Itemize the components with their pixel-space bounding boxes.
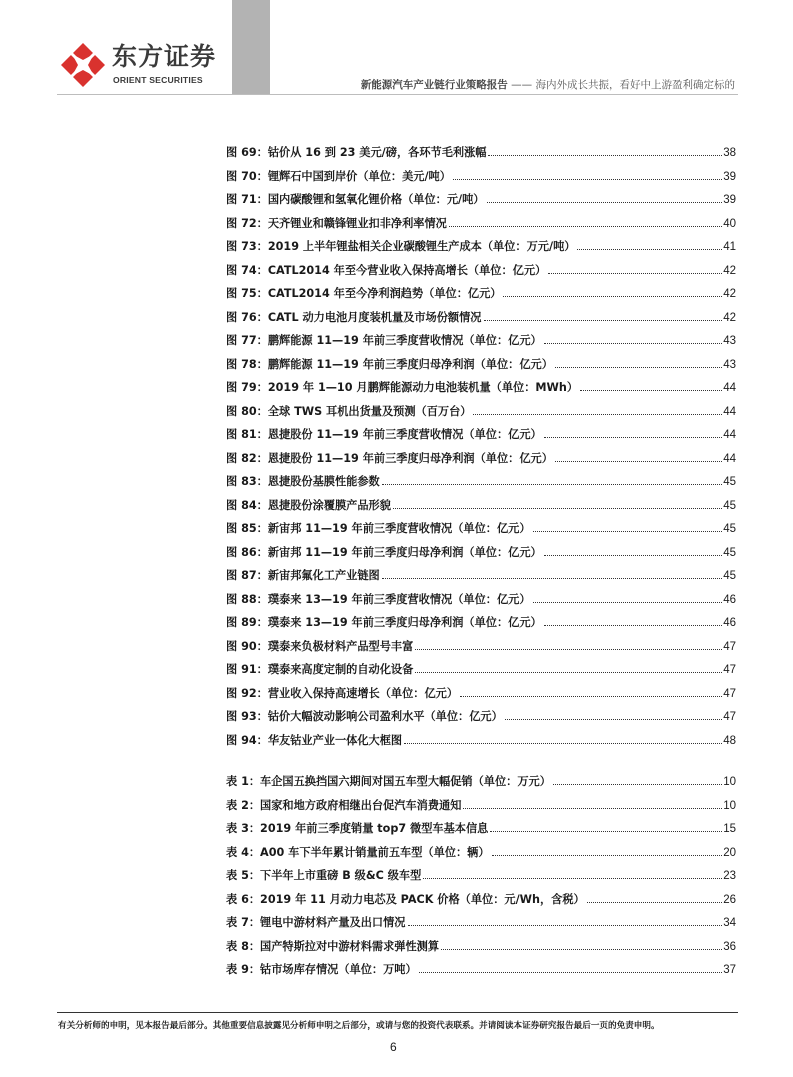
header-divider — [57, 94, 738, 95]
toc-leader-dots — [533, 601, 723, 603]
toc-entry-label: 表 8：国产特斯拉对中游材料需求弹性测算 — [226, 939, 440, 953]
toc-entry-label: 表 6：2019 年 11 月动力电芯及 PACK 价格（单位：元/Wh，含税） — [226, 892, 585, 906]
toc-entry-page: 40 — [723, 217, 736, 230]
toc-leader-dots — [449, 225, 722, 227]
toc-leader-dots — [555, 366, 722, 368]
toc-entry-page: 37 — [723, 964, 736, 976]
toc-entry[interactable] — [226, 144, 736, 168]
toc-entry-label: 图 79：2019 年 1—10 月鹏辉能源动力电池装机量（单位：MWh） — [226, 381, 579, 394]
toc-leader-dots — [580, 389, 722, 391]
toc-entry[interactable] — [226, 614, 736, 638]
toc-entry-label: 图 71：国内碳酸锂和氢氧化锂价格（单位：元/吨） — [226, 193, 485, 206]
toc-leader-dots — [419, 971, 723, 973]
footer-divider — [57, 1012, 738, 1013]
toc-entry-page: 38 — [723, 147, 736, 159]
toc-entry-label: 表 3：2019 年前三季度销量 top7 微型车基本信息 — [226, 822, 489, 835]
toc-leader-dots — [408, 924, 723, 926]
toc-leader-dots — [544, 342, 722, 344]
toc-entry[interactable] — [226, 520, 736, 544]
toc-entry-page: 42 — [723, 288, 736, 300]
toc-entry-label: 图 70：锂辉石中国到岸价（单位：美元/吨） — [226, 169, 451, 183]
toc-entry[interactable] — [226, 685, 736, 709]
toc-entry-page: 46 — [723, 617, 736, 629]
toc-entry-page: 45 — [723, 499, 736, 512]
toc-entry-page: 10 — [723, 799, 736, 812]
logo-chinese-name: 东方证券 — [112, 42, 217, 71]
toc-entry-label: 图 83：恩捷股份基膜性能参数 — [226, 475, 380, 488]
logo-english-name: ORIENT SECURITIES — [113, 75, 203, 85]
title-separator: —— — [511, 79, 533, 91]
toc-entry[interactable] — [226, 708, 736, 732]
toc-leader-dots — [555, 460, 722, 462]
toc-leader-dots — [423, 877, 722, 879]
toc-entry[interactable] — [226, 891, 736, 915]
toc-leader-dots — [490, 830, 722, 832]
toc-leader-dots — [544, 436, 722, 438]
toc-leader-dots — [577, 248, 722, 250]
toc-entry-label: 图 87：新宙邦氟化工产业链图 — [226, 569, 380, 582]
toc-entry[interactable] — [226, 215, 736, 239]
toc-entry-page: 44 — [723, 405, 736, 418]
toc-entry-page: 48 — [723, 734, 736, 747]
toc-leader-dots — [441, 948, 722, 950]
toc-entry-label: 图 91：璞泰来高度定制的自动化设备 — [226, 663, 414, 676]
toc-entry-label: 表 4：A00 车下半年累计销量前五车型（单位：辆） — [226, 845, 490, 859]
toc-entry-label: 表 9：钴市场库存情况（单位：万吨） — [226, 963, 417, 976]
toc-entry[interactable] — [226, 473, 736, 497]
toc-entry-page: 45 — [723, 546, 736, 559]
toc-entry-label: 图 80：全球 TWS 耳机出货量及预测（百万台） — [226, 404, 472, 418]
report-title: 新能源汽车产业链行业策略报告 — [360, 79, 508, 91]
toc-entry[interactable] — [226, 238, 736, 262]
toc-entry-page: 47 — [723, 711, 736, 723]
toc-entry-label: 图 92：营业收入保持高速增长（单位：亿元） — [226, 686, 459, 700]
toc-entry-label: 表 7：锂电中游材料产量及出口情况 — [226, 916, 406, 929]
toc-entry[interactable] — [226, 638, 736, 662]
toc-entry-page: 23 — [723, 870, 736, 882]
toc-entry[interactable] — [226, 168, 736, 192]
report-subtitle: 海内外成长共振，看好中上游盈利确定标的 — [535, 79, 735, 91]
toc-entry-page: 45 — [723, 476, 736, 488]
footer-disclaimer: 有关分析师的申明，见本报告最后部分。其他重要信息披露见分析师申明之后部分，或请与您的投资代表联系。并请阅读本证券研究报告最后一页的免责申明。 — [58, 1021, 660, 1031]
toc-entry[interactable] — [226, 591, 736, 615]
toc-entry-page: 45 — [723, 523, 736, 535]
toc-entry-label: 图 86：新宙邦 11—19 年前三季度归母净利润（单位：亿元） — [226, 545, 542, 559]
toc-entry-page: 44 — [723, 382, 736, 394]
toc-entry-label: 图 73：2019 上半年锂盐相关企业碳酸锂生产成本（单位：万元/吨） — [226, 240, 576, 253]
toc-entry-page: 46 — [723, 593, 736, 606]
toc-entry-label: 图 89：璞泰来 13—19 年前三季度归母净利润（单位：亿元） — [226, 616, 542, 629]
toc-leader-dots — [492, 854, 723, 856]
toc-entry-page: 34 — [723, 917, 736, 929]
toc-leader-dots — [544, 624, 722, 626]
toc-leader-dots — [484, 319, 723, 321]
toc-entry-page: 43 — [723, 335, 736, 347]
header-gray-bar — [232, 0, 270, 94]
toc-entry-page: 41 — [723, 241, 736, 253]
toc-leader-dots — [404, 742, 722, 744]
toc-entry[interactable] — [226, 403, 736, 427]
toc-entry-page: 47 — [723, 664, 736, 676]
toc-leader-dots — [533, 530, 723, 532]
report-header-title — [361, 77, 735, 92]
toc-entry-label: 图 75：CATL2014 年至今净利润趋势（单位：亿元） — [226, 287, 502, 300]
toc-entry-label: 图 74：CATL2014 年至今营业收入保持高增长（单位：亿元） — [226, 263, 547, 277]
toc-entry-page: 47 — [723, 687, 736, 700]
toc-entry[interactable] — [226, 285, 736, 309]
toc-entry[interactable] — [226, 844, 736, 868]
figure-list — [226, 144, 736, 755]
toc-entry-label: 图 78：鹏辉能源 11—19 年前三季度归母净利润（单位：亿元） — [226, 357, 553, 371]
toc-leader-dots — [553, 783, 722, 785]
toc-entry[interactable] — [226, 867, 736, 891]
toc-entry[interactable] — [226, 450, 736, 474]
toc-entry-page: 44 — [723, 452, 736, 465]
toc-entry[interactable] — [226, 426, 736, 450]
toc-leader-dots — [544, 554, 722, 556]
toc-entry-page: 44 — [723, 429, 736, 441]
toc-entry-label: 图 76：CATL 动力电池月度装机量及市场份额情况 — [226, 310, 482, 324]
toc-leader-dots — [473, 413, 722, 415]
toc-entry-label: 图 88：璞泰来 13—19 年前三季度营收情况（单位：亿元） — [226, 592, 531, 606]
toc-leader-dots — [415, 671, 722, 673]
orient-securities-logo-icon — [58, 40, 108, 90]
toc-leader-dots — [587, 901, 722, 903]
toc-entry-label: 图 90：璞泰来负极材料产品型号丰富 — [226, 639, 414, 653]
toc-leader-dots — [393, 507, 722, 509]
toc-entry[interactable] — [226, 332, 736, 356]
table-list — [226, 773, 736, 985]
toc-leader-dots — [488, 154, 722, 156]
toc-leader-dots — [382, 577, 722, 579]
toc-entry-label: 表 1：车企国五换挡国六期间对国五车型大幅促销（单位：万元） — [226, 775, 551, 788]
toc-entry-label: 图 72：天齐锂业和赣锋锂业扣非净利率情况 — [226, 216, 447, 230]
toc-entry[interactable] — [226, 497, 736, 521]
toc-entry[interactable] — [226, 797, 736, 821]
toc-entry[interactable] — [226, 544, 736, 568]
toc-leader-dots — [487, 201, 723, 203]
toc-entry[interactable] — [226, 567, 736, 591]
toc-entry-page: 10 — [723, 776, 736, 788]
toc-entry-page: 43 — [723, 358, 736, 371]
toc-entry[interactable] — [226, 356, 736, 380]
toc-entry-label: 表 5：下半年上市重磅 B 级&C 级车型 — [226, 869, 422, 882]
toc-leader-dots — [453, 178, 722, 180]
toc-entry-label: 表 2：国家和地方政府相继出台促汽车消费通知 — [226, 798, 462, 812]
toc-entry-label: 图 93：钴价大幅波动影响公司盈利水平（单位：亿元） — [226, 710, 503, 723]
toc-entry-label: 图 77：鹏辉能源 11—19 年前三季度营收情况（单位：亿元） — [226, 334, 542, 347]
toc-entry[interactable] — [226, 309, 736, 333]
toc-leader-dots — [548, 272, 722, 274]
toc-entry-page: 39 — [723, 194, 736, 206]
toc-leader-dots — [415, 648, 722, 650]
toc-entry-page: 20 — [723, 846, 736, 859]
page-number: 6 — [390, 1040, 397, 1054]
toc-entry-label: 图 81：恩捷股份 11—19 年前三季度营收情况（单位：亿元） — [226, 428, 542, 441]
toc-entry[interactable] — [226, 379, 736, 403]
toc-leader-dots — [463, 807, 722, 809]
toc-leader-dots — [460, 695, 722, 697]
toc-entry-page: 45 — [723, 570, 736, 582]
toc-entry-label: 图 69：钴价从 16 到 23 美元/磅，各环节毛利涨幅 — [226, 146, 487, 159]
toc-entry-label: 图 84：恩捷股份涂覆膜产品形貌 — [226, 498, 391, 512]
toc-entry[interactable] — [226, 262, 736, 286]
toc-entry-label: 图 94：华友钴业产业一体化大框图 — [226, 733, 403, 747]
toc-leader-dots — [505, 718, 722, 720]
toc-entry-label: 图 82：恩捷股份 11—19 年前三季度归母净利润（单位：亿元） — [226, 451, 553, 465]
toc-entry[interactable] — [226, 914, 736, 938]
toc-entry-page: 15 — [723, 823, 736, 835]
toc-entry[interactable] — [226, 661, 736, 685]
toc-entry-page: 36 — [723, 940, 736, 953]
toc-entry-label: 图 85：新宙邦 11—19 年前三季度营收情况（单位：亿元） — [226, 522, 531, 535]
toc-leader-dots — [382, 483, 722, 485]
toc-entry-page: 42 — [723, 311, 736, 324]
toc-entry-page: 39 — [723, 170, 736, 183]
toc-leader-dots — [503, 295, 722, 297]
toc-entry-page: 42 — [723, 264, 736, 277]
toc-entry-page: 47 — [723, 640, 736, 653]
toc-entry-page: 26 — [723, 893, 736, 906]
toc-entry[interactable] — [226, 938, 736, 962]
toc-entry[interactable] — [226, 820, 736, 844]
toc-entry[interactable] — [226, 732, 736, 756]
toc-entry[interactable] — [226, 961, 736, 985]
toc-entry[interactable] — [226, 191, 736, 215]
toc-entry[interactable] — [226, 773, 736, 797]
